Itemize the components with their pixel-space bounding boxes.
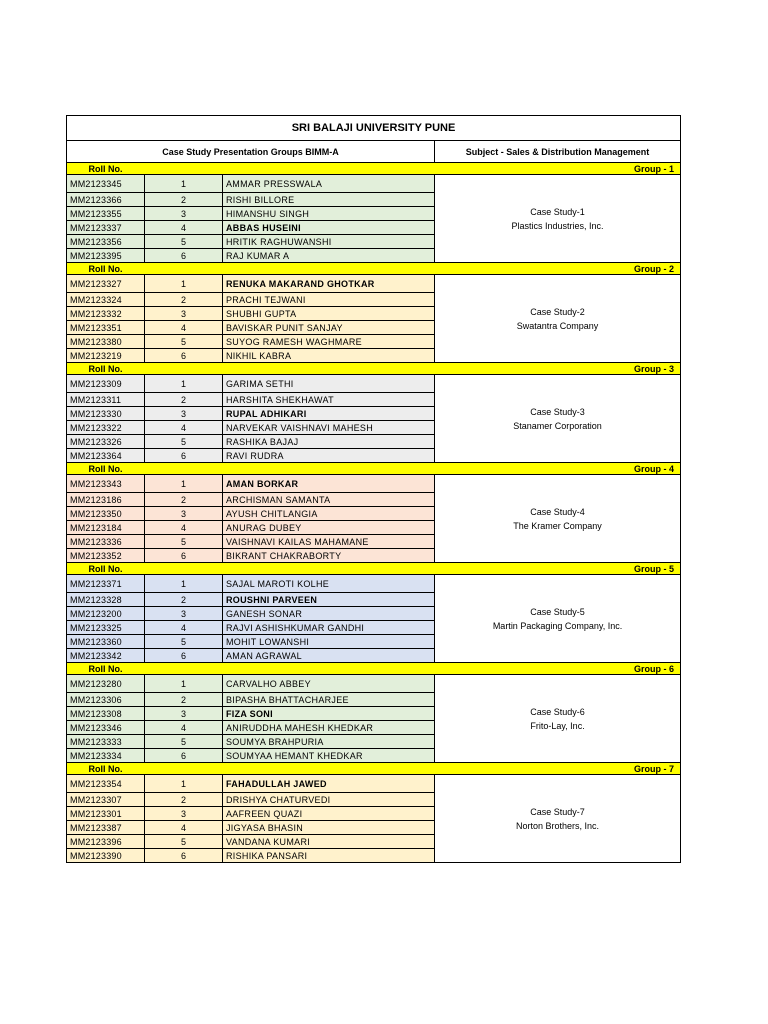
- member-number: 5: [145, 235, 223, 249]
- roll-number: MM2123387: [67, 821, 145, 835]
- roll-number: MM2123366: [67, 193, 145, 207]
- member-name: RUPAL ADHIKARI: [223, 407, 435, 421]
- member-number: 1: [145, 275, 223, 293]
- roll-number: MM2123330: [67, 407, 145, 421]
- roll-number: MM2123324: [67, 293, 145, 307]
- member-row: [67, 375, 681, 393]
- member-number: 4: [145, 221, 223, 235]
- group-header-row: [67, 163, 681, 175]
- member-number: 5: [145, 335, 223, 349]
- case-study-company: Martin Packaging Company, Inc.: [492, 620, 623, 631]
- member-name: RASHIKA BAJAJ: [223, 435, 435, 449]
- roll-number: MM2123301: [67, 807, 145, 821]
- roll-number: MM2123332: [67, 307, 145, 321]
- group-label: Group - 5: [145, 563, 681, 575]
- case-study-company: Stanamer Corporation: [513, 420, 602, 431]
- member-name: AAFREEN QUAZI: [223, 807, 435, 821]
- member-row: [67, 175, 681, 193]
- member-number: 3: [145, 407, 223, 421]
- group-label: Group - 1: [145, 163, 681, 175]
- group-label: Group - 4: [145, 463, 681, 475]
- case-study-cell: [435, 475, 681, 563]
- case-study-title: Case Study-4: [530, 506, 585, 517]
- member-number: 1: [145, 475, 223, 493]
- case-study-title: Case Study-6: [530, 706, 585, 717]
- case-study-company: Swatantra Company: [516, 320, 599, 331]
- group-header-row: [67, 663, 681, 675]
- member-row: [67, 475, 681, 493]
- member-name: VANDANA KUMARI: [223, 835, 435, 849]
- roll-number: MM2123186: [67, 493, 145, 507]
- roll-no-header: Roll No.: [67, 563, 145, 575]
- member-name: GARIMA SETHI: [223, 375, 435, 393]
- member-number: 4: [145, 821, 223, 835]
- group-label: Group - 3: [145, 363, 681, 375]
- subtitle-right: Subject - Sales & Distribution Management: [435, 141, 681, 163]
- case-study-company: Norton Brothers, Inc.: [516, 820, 600, 831]
- member-number: 1: [145, 175, 223, 193]
- case-study-company: The Kramer Company: [513, 520, 602, 531]
- case-study-title: Case Study-7: [530, 806, 585, 817]
- member-name: NARVEKAR VAISHNAVI MAHESH: [223, 421, 435, 435]
- member-row: [67, 775, 681, 793]
- case-study-title: Case Study-3: [530, 406, 585, 417]
- member-number: 6: [145, 549, 223, 563]
- member-name: BIPASHA BHATTACHARJEE: [223, 693, 435, 707]
- group-header-row: [67, 763, 681, 775]
- roll-number: MM2123184: [67, 521, 145, 535]
- member-number: 1: [145, 575, 223, 593]
- member-name: CARVALHO ABBEY: [223, 675, 435, 693]
- roll-number: MM2123336: [67, 535, 145, 549]
- group-label: Group - 2: [145, 263, 681, 275]
- member-name: VAISHNAVI KAILAS MAHAMANE: [223, 535, 435, 549]
- member-number: 5: [145, 835, 223, 849]
- case-study-cell: [435, 375, 681, 463]
- member-name: ABBAS HUSEINI: [223, 221, 435, 235]
- roll-number: MM2123345: [67, 175, 145, 193]
- roll-number: MM2123351: [67, 321, 145, 335]
- member-number: 4: [145, 621, 223, 635]
- roll-number: MM2123328: [67, 593, 145, 607]
- roll-number: MM2123396: [67, 835, 145, 849]
- roll-number: MM2123342: [67, 649, 145, 663]
- member-name: ANIRUDDHA MAHESH KHEDKAR: [223, 721, 435, 735]
- member-number: 2: [145, 193, 223, 207]
- roll-no-header: Roll No.: [67, 763, 145, 775]
- page-title: SRI BALAJI UNIVERSITY PUNE: [67, 116, 681, 141]
- member-name: HRITIK RAGHUWANSHI: [223, 235, 435, 249]
- roll-number: MM2123346: [67, 721, 145, 735]
- member-name: BAVISKAR PUNIT SANJAY: [223, 321, 435, 335]
- roll-number: MM2123364: [67, 449, 145, 463]
- roll-no-header: Roll No.: [67, 463, 145, 475]
- member-number: 2: [145, 293, 223, 307]
- roll-number: MM2123355: [67, 207, 145, 221]
- groups-table-body: [67, 116, 681, 863]
- member-name: AYUSH CHITLANGIA: [223, 507, 435, 521]
- member-name: RISHI BILLORE: [223, 193, 435, 207]
- member-name: RENUKA MAKARAND GHOTKAR: [223, 275, 435, 293]
- group-header-row: [67, 363, 681, 375]
- group-sheet: [66, 115, 680, 863]
- member-number: 1: [145, 375, 223, 393]
- member-number: 3: [145, 807, 223, 821]
- member-row: [67, 275, 681, 293]
- member-name: RAJ KUMAR A: [223, 249, 435, 263]
- roll-number: MM2123322: [67, 421, 145, 435]
- member-name: AMAN AGRAWAL: [223, 649, 435, 663]
- roll-number: MM2123280: [67, 675, 145, 693]
- roll-number: MM2123390: [67, 849, 145, 863]
- case-study-title: Case Study-2: [530, 306, 585, 317]
- member-number: 5: [145, 635, 223, 649]
- member-name: SUYOG RAMESH WAGHMARE: [223, 335, 435, 349]
- member-name: SOUMYAA HEMANT KHEDKAR: [223, 749, 435, 763]
- roll-number: MM2123325: [67, 621, 145, 635]
- member-name: HARSHITA SHEKHAWAT: [223, 393, 435, 407]
- roll-no-header: Roll No.: [67, 163, 145, 175]
- member-number: 6: [145, 749, 223, 763]
- member-number: 6: [145, 649, 223, 663]
- roll-number: MM2123327: [67, 275, 145, 293]
- member-number: 1: [145, 675, 223, 693]
- case-study-title: Case Study-5: [530, 606, 585, 617]
- groups-table: [66, 115, 681, 863]
- member-number: 2: [145, 693, 223, 707]
- member-name: HIMANSHU SINGH: [223, 207, 435, 221]
- roll-number: MM2123333: [67, 735, 145, 749]
- roll-number: MM2123350: [67, 507, 145, 521]
- member-name: ANURAG DUBEY: [223, 521, 435, 535]
- member-number: 2: [145, 593, 223, 607]
- roll-number: MM2123395: [67, 249, 145, 263]
- member-row: [67, 575, 681, 593]
- case-study-title: Case Study-1: [530, 206, 585, 217]
- member-number: 4: [145, 521, 223, 535]
- member-name: NIKHIL KABRA: [223, 349, 435, 363]
- member-name: MOHIT LOWANSHI: [223, 635, 435, 649]
- roll-number: MM2123334: [67, 749, 145, 763]
- roll-number: MM2123352: [67, 549, 145, 563]
- member-number: 6: [145, 449, 223, 463]
- case-study-company: Frito-Lay, Inc.: [530, 720, 585, 731]
- group-header-row: [67, 263, 681, 275]
- case-study-cell: [435, 575, 681, 663]
- title-row: [67, 116, 681, 141]
- roll-number: MM2123309: [67, 375, 145, 393]
- case-study-cell: [435, 675, 681, 763]
- member-name: GANESH SONAR: [223, 607, 435, 621]
- subtitle-row: [67, 141, 681, 163]
- case-study-cell: [435, 175, 681, 263]
- member-name: JIGYASA BHASIN: [223, 821, 435, 835]
- case-study-company: Plastics Industries, Inc.: [511, 220, 604, 231]
- member-number: 6: [145, 249, 223, 263]
- member-number: 6: [145, 849, 223, 863]
- roll-no-header: Roll No.: [67, 263, 145, 275]
- group-label: Group - 6: [145, 663, 681, 675]
- roll-number: MM2123371: [67, 575, 145, 593]
- member-number: 1: [145, 775, 223, 793]
- group-label: Group - 7: [145, 763, 681, 775]
- roll-number: MM2123356: [67, 235, 145, 249]
- roll-number: MM2123200: [67, 607, 145, 621]
- member-number: 2: [145, 793, 223, 807]
- roll-number: MM2123219: [67, 349, 145, 363]
- member-number: 5: [145, 435, 223, 449]
- member-name: RISHIKA PANSARI: [223, 849, 435, 863]
- roll-number: MM2123337: [67, 221, 145, 235]
- member-name: AMAN BORKAR: [223, 475, 435, 493]
- member-number: 4: [145, 721, 223, 735]
- member-name: ROUSHNI PARVEEN: [223, 593, 435, 607]
- member-number: 3: [145, 607, 223, 621]
- roll-number: MM2123308: [67, 707, 145, 721]
- member-name: RAJVI ASHISHKUMAR GANDHI: [223, 621, 435, 635]
- roll-number: MM2123360: [67, 635, 145, 649]
- member-name: AMMAR PRESSWALA: [223, 175, 435, 193]
- roll-number: MM2123307: [67, 793, 145, 807]
- member-name: ARCHISMAN SAMANTA: [223, 493, 435, 507]
- member-number: 4: [145, 421, 223, 435]
- roll-no-header: Roll No.: [67, 663, 145, 675]
- member-number: 2: [145, 393, 223, 407]
- member-name: FIZA SONI: [223, 707, 435, 721]
- roll-number: MM2123354: [67, 775, 145, 793]
- member-number: 3: [145, 707, 223, 721]
- roll-number: MM2123326: [67, 435, 145, 449]
- subtitle-left: Case Study Presentation Groups BIMM-A: [67, 141, 435, 163]
- member-number: 4: [145, 321, 223, 335]
- member-number: 2: [145, 493, 223, 507]
- member-number: 3: [145, 307, 223, 321]
- member-number: 5: [145, 535, 223, 549]
- member-number: 5: [145, 735, 223, 749]
- member-name: BIKRANT CHAKRABORTY: [223, 549, 435, 563]
- member-name: PRACHI TEJWANI: [223, 293, 435, 307]
- member-number: 3: [145, 207, 223, 221]
- roll-number: MM2123380: [67, 335, 145, 349]
- member-name: SAJAL MAROTI KOLHE: [223, 575, 435, 593]
- group-header-row: [67, 563, 681, 575]
- group-header-row: [67, 463, 681, 475]
- member-number: 3: [145, 507, 223, 521]
- roll-number: MM2123343: [67, 475, 145, 493]
- member-name: DRISHYA CHATURVEDI: [223, 793, 435, 807]
- member-name: SOUMYA BRAHPURIA: [223, 735, 435, 749]
- roll-no-header: Roll No.: [67, 363, 145, 375]
- member-number: 6: [145, 349, 223, 363]
- case-study-cell: [435, 275, 681, 363]
- member-name: SHUBHI GUPTA: [223, 307, 435, 321]
- member-name: RAVI RUDRA: [223, 449, 435, 463]
- roll-number: MM2123306: [67, 693, 145, 707]
- member-row: [67, 675, 681, 693]
- member-name: FAHADULLAH JAWED: [223, 775, 435, 793]
- case-study-cell: [435, 775, 681, 863]
- roll-number: MM2123311: [67, 393, 145, 407]
